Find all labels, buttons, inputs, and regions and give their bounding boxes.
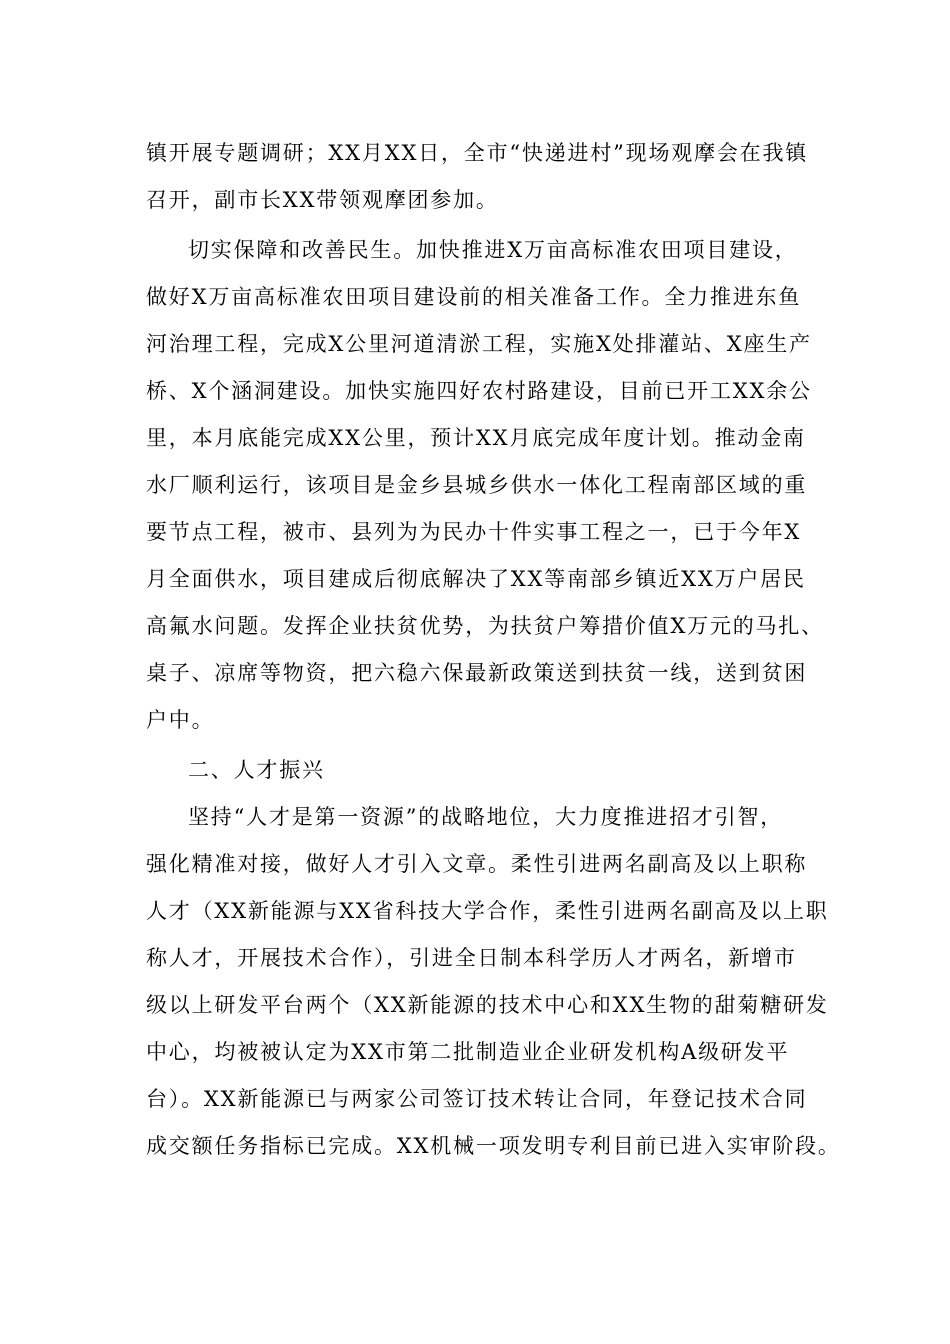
section-heading: 二、人才振兴 <box>188 758 325 782</box>
text-line: 镇开展专题调研；XX月XX日，全市“快递进村”现场观摩会在我镇 <box>146 141 809 165</box>
text-line: 人才（XX新能源与XX省科技大学合作，柔性引进两名副高及以上职 <box>146 899 829 923</box>
text-line: 称人才，开展技术合作），引进全日制本科学历人才两名，新增市 <box>146 946 797 970</box>
text-line: 月全面供水，项目建成后彻底解决了XX等南部乡镇近XX万户居民 <box>146 567 806 591</box>
text-line: 做好X万亩高标准农田项目建设前的相关准备工作。全力推进东鱼 <box>146 285 802 309</box>
text-line: 里，本月底能完成XX公里，预计XX月底完成年度计划。推动金南 <box>146 426 806 450</box>
text-line: 中心，均被被认定为XX市第二批制造业企业研发机构A级研发平 <box>146 1040 790 1064</box>
text-line: 召开，副市长XX带领观摩团参加。 <box>146 188 499 212</box>
text-line: 桥、X个涵洞建设。加快实施四好农村路建设，目前已开工XX余公 <box>146 379 812 403</box>
text-line: 户中。 <box>146 708 215 732</box>
text-line: 级以上研发平台两个（XX新能源的技术中心和XX生物的甜菊糖研发 <box>146 993 829 1017</box>
paragraph-first-line: 切实保障和改善民生。加快推进X万亩高标准农田项目建设， <box>188 238 798 262</box>
text-line: 高氟水问题。发挥企业扶贫优势，为扶贫户筹措价值X万元的马扎、 <box>146 614 824 638</box>
text-line: 成交额任务指标已完成。XX机械一项发明专利目前已进入实审阶段。 <box>146 1134 841 1158</box>
text-line: 要节点工程，被市、县列为为民办十件实事工程之一，已于今年X <box>146 520 802 544</box>
text-line: 台）。XX新能源已与两家公司签订技术转让合同，年登记技术合同 <box>146 1087 808 1111</box>
text-line: 桌子、凉席等物资，把六稳六保最新政策送到扶贫一线，送到贫困 <box>146 661 808 685</box>
text-line: 强化精准对接，做好人才引入文章。柔性引进两名副高及以上职称 <box>146 852 808 876</box>
text-line: 水厂顺利运行，该项目是金乡县城乡供水一体化工程南部区域的重 <box>146 473 808 497</box>
text-line: 河治理工程，完成X公里河道清淤工程，实施X处排灌站、X座生产 <box>146 332 812 356</box>
paragraph-first-line: 坚持“人才是第一资源”的战略地位，大力度推进招才引智， <box>188 805 784 829</box>
